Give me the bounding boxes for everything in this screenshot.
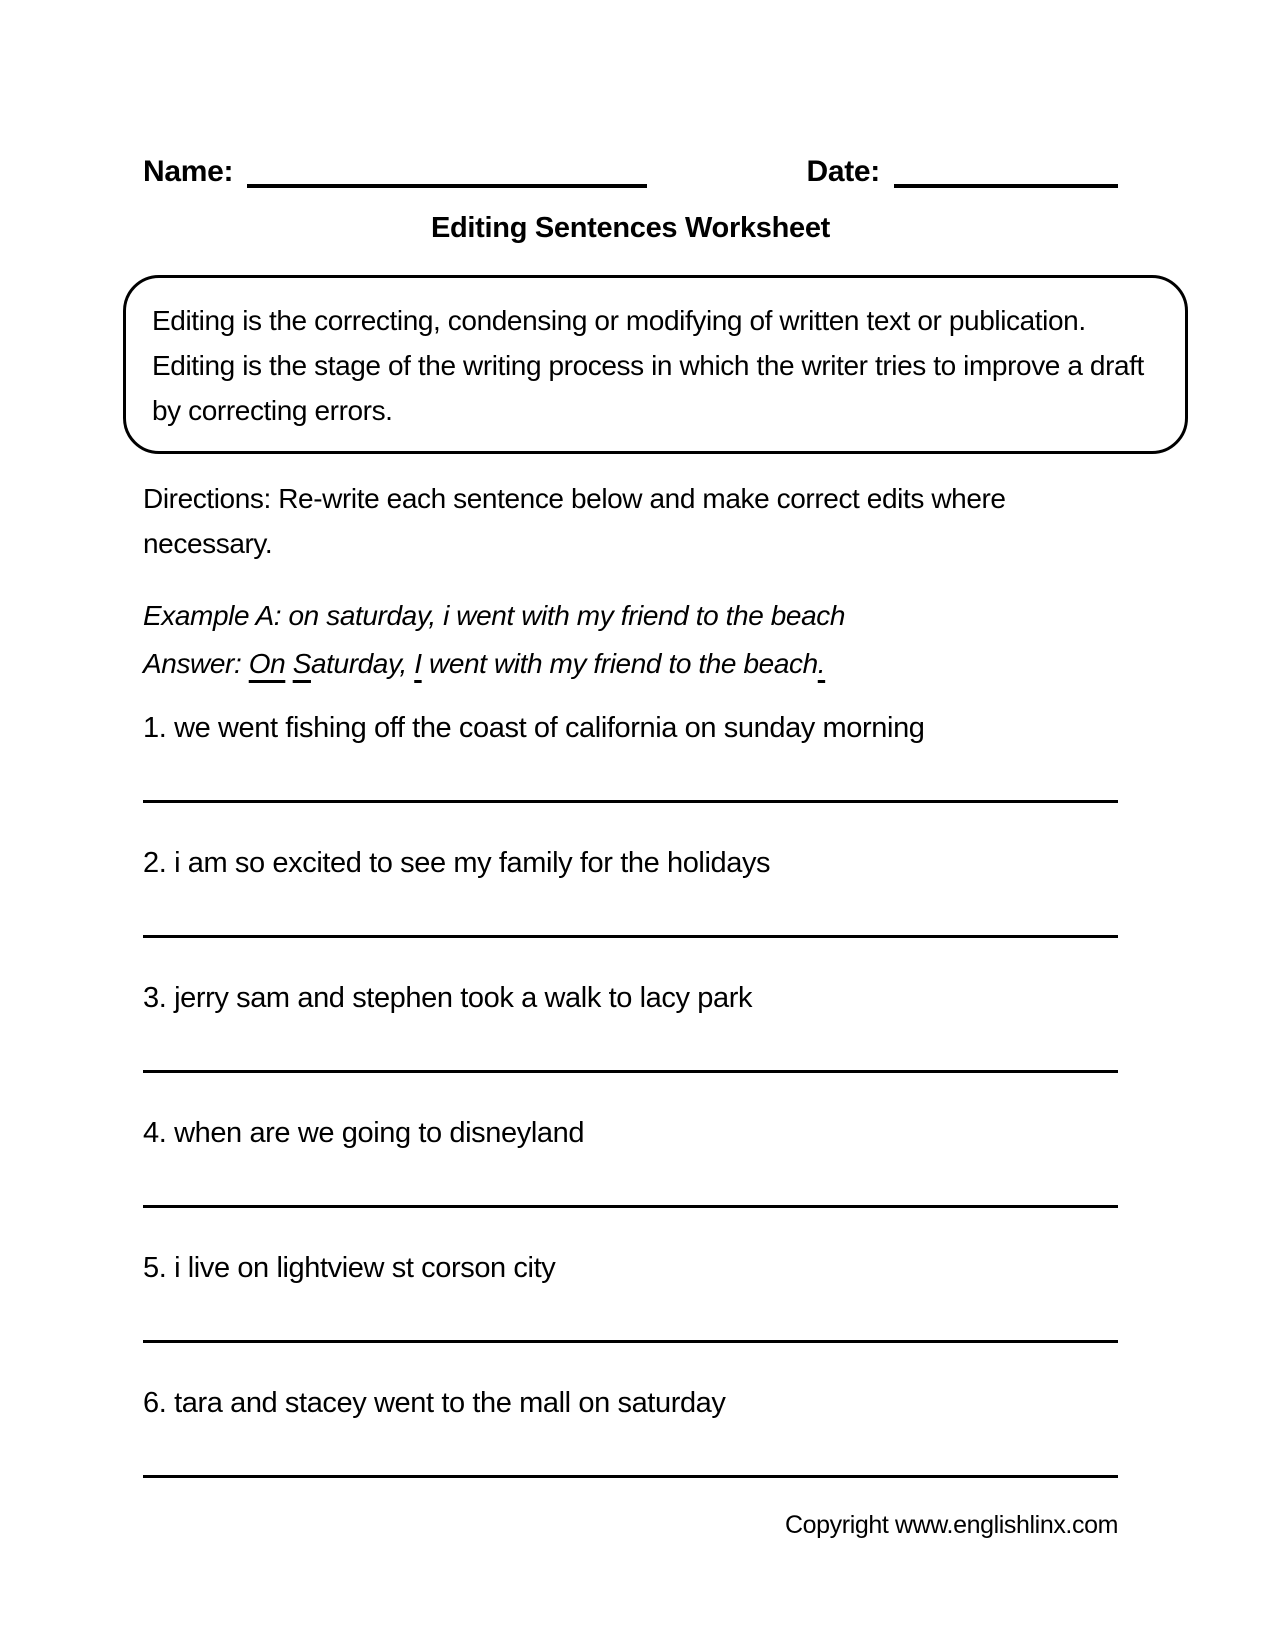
answer-segment-underlined: S: [292, 648, 311, 679]
answer-write-line[interactable]: [143, 1070, 1118, 1073]
question-text: we went fishing off the coast of california on sunday morning: [174, 712, 925, 744]
answer-segment: went with my friend to the beach: [421, 648, 818, 679]
question-item: [143, 843, 1118, 938]
question-text: tara and stacey went to the mall on saturday: [174, 1387, 726, 1419]
question-number: 3.: [143, 982, 167, 1014]
answer-segment: [285, 648, 292, 679]
question-text: jerry sam and stephen took a walk to lacy park: [174, 982, 753, 1014]
definition-text: Editing is the correcting, condensing or modifying of written text or publication. Editing is the stage of the writing process in which the writer tries to improve a draft by correcting errors.: [152, 305, 1144, 426]
answer-write-line[interactable]: [143, 935, 1118, 938]
answer-write-line[interactable]: [143, 1340, 1118, 1343]
header-spacer: [647, 152, 806, 192]
answer-segment: aturday,: [310, 648, 415, 679]
copyright-text: Copyright www.englishlinx.com: [785, 1511, 1118, 1539]
question-item: [143, 1113, 1118, 1208]
question-item: [143, 978, 1118, 1073]
date-fill-line[interactable]: [894, 184, 1118, 188]
question-number: 4.: [143, 1117, 167, 1149]
question-sentence: [143, 708, 1118, 748]
answer-write-line[interactable]: [143, 1205, 1118, 1208]
answer-segment-underlined: On: [248, 648, 286, 679]
example-block: [143, 592, 1118, 688]
name-label: Name:: [143, 155, 234, 188]
answer-segment-underlined: I: [414, 648, 422, 679]
example-answer: [143, 640, 1118, 688]
question-number: 1.: [143, 712, 167, 744]
page-title: Editing Sentences Worksheet: [430, 212, 831, 244]
question-number: 5.: [143, 1252, 167, 1284]
question-sentence: [143, 1248, 1118, 1288]
definition-box: [123, 275, 1188, 454]
question-text: i am so excited to see my family for the holidays: [174, 847, 771, 879]
answer-write-line[interactable]: [143, 1475, 1118, 1478]
questions-list: [143, 708, 1118, 1478]
question-sentence: [143, 1383, 1118, 1423]
example-prompt: Example A: on saturday, i went with my friend to the beach: [143, 600, 846, 631]
question-item: [143, 1248, 1118, 1343]
question-sentence: [143, 843, 1118, 883]
question-number: 2.: [143, 847, 167, 879]
question-text: i live on lightview st corson city: [174, 1252, 556, 1284]
name-date-row: [143, 152, 1118, 192]
directions-text: Directions: Re-write each sentence below and make correct edits where necessary.: [143, 483, 1006, 559]
worksheet-content: [143, 0, 1144, 1540]
question-item: [143, 708, 1118, 803]
question-text: when are we going to disneyland: [174, 1117, 585, 1149]
answer-segment-underlined: .: [817, 648, 826, 679]
question-sentence: [143, 1113, 1118, 1153]
question-sentence: [143, 978, 1118, 1018]
example-answer-prefix: Answer:: [143, 648, 249, 679]
question-number: 6.: [143, 1387, 167, 1419]
question-item: [143, 1383, 1118, 1478]
date-label: Date:: [806, 155, 880, 188]
answer-write-line[interactable]: [143, 800, 1118, 803]
name-fill-line[interactable]: [247, 184, 647, 188]
